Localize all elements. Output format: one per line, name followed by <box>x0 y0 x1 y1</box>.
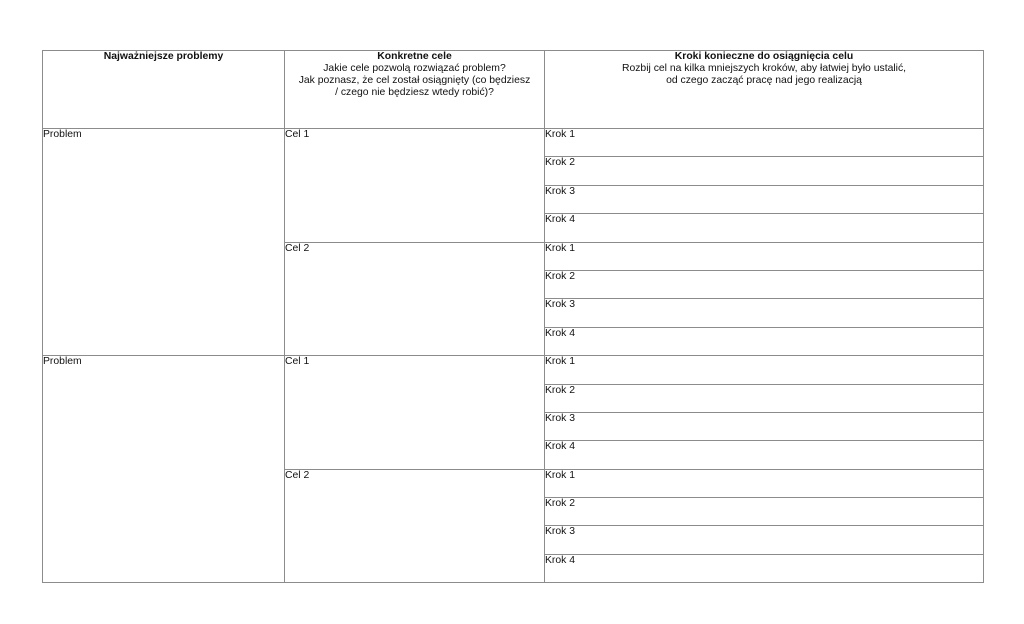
goal-cell[interactable]: Cel 2 <box>285 469 545 583</box>
header-goals-title: Konkretne cele <box>377 51 452 62</box>
header-problems-title: Najważniejsze problemy <box>103 51 224 62</box>
step-cell[interactable]: Krok 4 <box>545 554 984 582</box>
header-goals <box>285 51 545 129</box>
header-steps-line: Rozbij cel na kilka mniejszych kroków, aby łatwiej było ustalić, <box>621 63 907 74</box>
step-cell[interactable]: Krok 3 <box>545 185 984 213</box>
problem-cell[interactable]: Problem <box>43 129 285 356</box>
step-cell[interactable]: Krok 2 <box>545 498 984 526</box>
step-cell[interactable]: Krok 1 <box>545 242 984 270</box>
goal-cell[interactable]: Cel 2 <box>285 242 545 356</box>
step-cell[interactable]: Krok 2 <box>545 270 984 298</box>
step-cell[interactable]: Krok 4 <box>545 441 984 469</box>
step-cell[interactable]: Krok 1 <box>545 129 984 157</box>
header-steps <box>545 51 984 129</box>
step-cell[interactable]: Krok 3 <box>545 299 984 327</box>
step-cell[interactable]: Krok 4 <box>545 327 984 355</box>
header-row <box>43 51 984 129</box>
goal-cell[interactable]: Cel 1 <box>285 129 545 243</box>
header-steps-title: Kroki konieczne do osiągnięcia celu <box>674 51 854 62</box>
step-cell[interactable]: Krok 1 <box>545 469 984 497</box>
step-cell[interactable]: Krok 1 <box>545 356 984 384</box>
step-cell[interactable]: Krok 4 <box>545 214 984 242</box>
problem-cell[interactable]: Problem <box>43 356 285 583</box>
planning-table <box>42 50 984 583</box>
header-steps-line: od czego zacząć pracę nad jego realizacją <box>666 75 862 86</box>
step-cell[interactable]: Krok 2 <box>545 384 984 412</box>
step-cell[interactable]: Krok 3 <box>545 412 984 440</box>
header-problems <box>43 51 285 129</box>
table-row <box>43 129 984 157</box>
goal-cell[interactable]: Cel 1 <box>285 356 545 470</box>
header-goals-line: Jakie cele pozwolą rozwiązać problem? <box>323 63 506 74</box>
table-row <box>43 356 984 384</box>
step-cell[interactable]: Krok 2 <box>545 157 984 185</box>
step-cell[interactable]: Krok 3 <box>545 526 984 554</box>
header-goals-line: / czego nie będziesz wtedy robić)? <box>335 87 494 98</box>
header-goals-line: Jak poznasz, że cel został osiągnięty (co będziesz <box>298 75 531 86</box>
